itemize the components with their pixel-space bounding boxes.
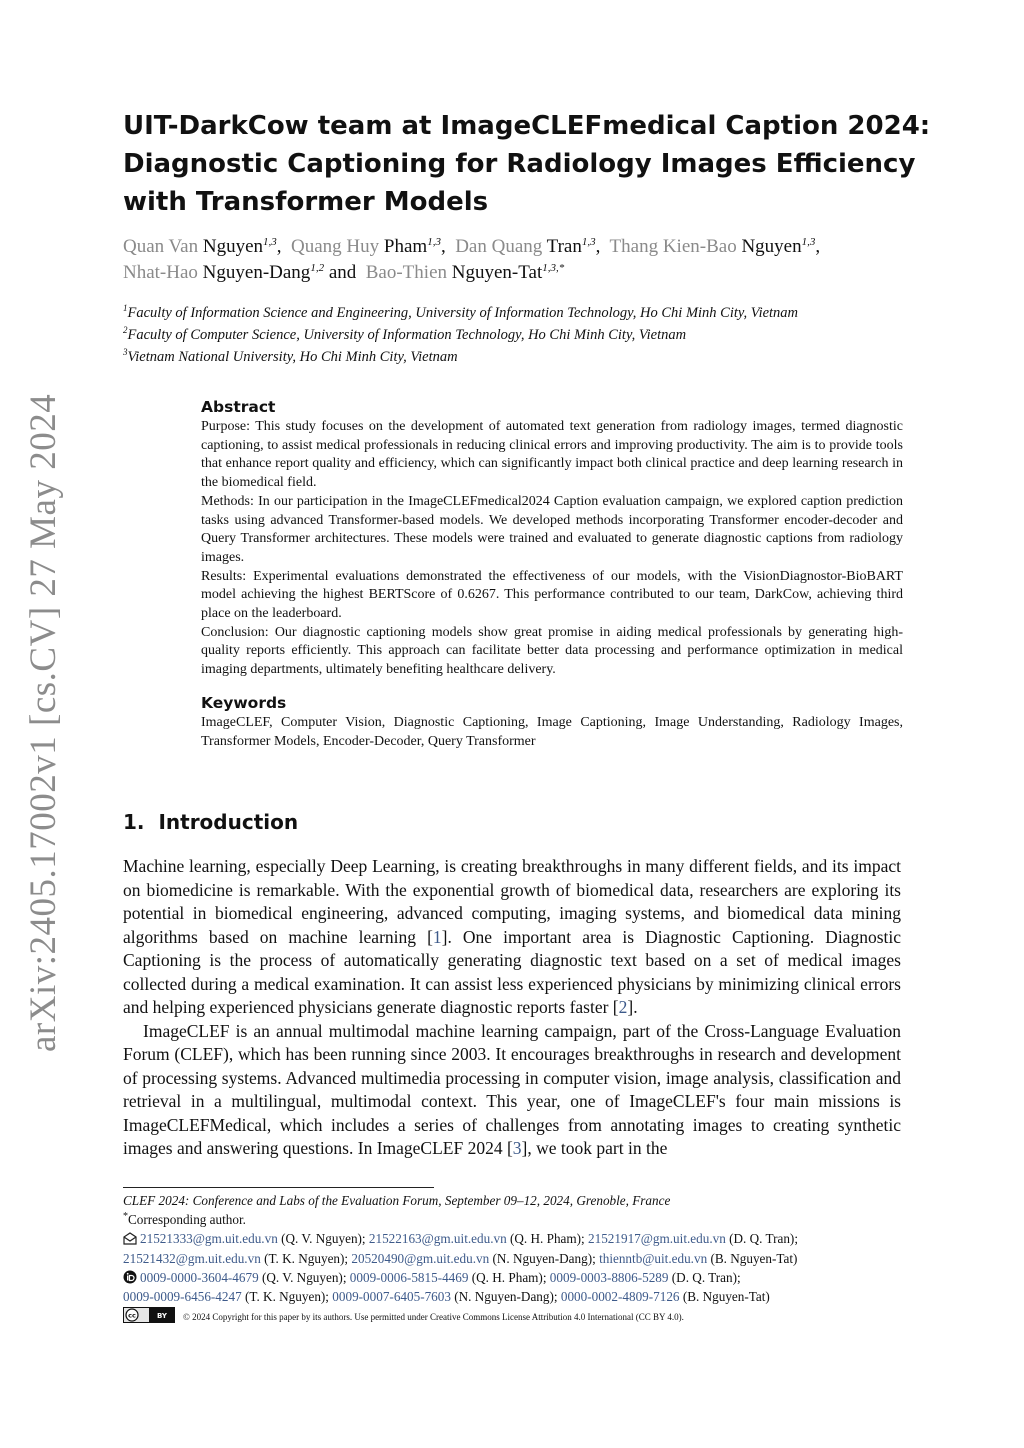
orcid-line: 0009-0000-3604-4679 (Q. V. Nguyen); 0009-0006-5815-4469 (Q. H. Pham); 0009-0003-8806-5289 (D. Q. Tran); — [123, 1268, 913, 1287]
affiliation: $^3$Vietnam National University, Ho Chi Minh City, Vietnam — [123, 347, 458, 365]
paper-title — [123, 107, 931, 221]
email-link[interactable]: thienntb@uit.edu.vn — [599, 1250, 708, 1266]
orcid-link[interactable]: 0009-0009-6456-4247 — [123, 1289, 242, 1305]
abstract-heading: Abstract — [201, 398, 276, 416]
abstract — [201, 396, 903, 680]
orcid-link[interactable]: 0000-0002-4809-7126 — [560, 1289, 680, 1305]
section-number: 1. — [123, 810, 145, 834]
author: Bao-Thien Nguyen-Tat$^{1,3,*}$ — [365, 262, 565, 283]
section-heading — [123, 810, 298, 834]
svg-text:cc: cc — [128, 1311, 136, 1320]
email-link[interactable]: 20520490@gm.uit.edu.vn — [351, 1250, 490, 1266]
copyright-text: © 2024 Copyright for this paper by its authors. Use permitted under Creative Commons License Attribution 4.0 International (CC BY 4.0). — [183, 1312, 684, 1323]
author: Dan Quang Tran$^{1,3}$, — [455, 236, 601, 257]
orcid-line: 0009-0009-6456-4247 (T. K. Nguyen); 0009-0007-6405-7603 (N. Nguyen-Dang); 0000-0002-4809-7126 (B. Nguyen-Tat) — [123, 1289, 770, 1305]
title-line: with Transformer Models — [123, 187, 489, 217]
footnote-rule — [123, 1187, 434, 1188]
orcid-link[interactable]: 0009-0003-8806-5289 — [549, 1269, 669, 1285]
author: Quan Van Nguyen$^{1,3}$, — [123, 236, 282, 257]
envelope-icon — [123, 1232, 137, 1245]
keywords-heading: Keywords — [201, 694, 287, 712]
email-link[interactable]: 21521917@gm.uit.edu.vn — [588, 1231, 726, 1247]
author: Quang Huy Pham$^{1,3}$, — [291, 236, 446, 257]
intro-body — [123, 855, 901, 1161]
keywords-text: ImageCLEF, Computer Vision, Diagnostic Captioning, Image Captioning, Image Understanding, Radiology Images, Transformer Models, Encoder-Decoder, Query Transformer — [201, 715, 903, 749]
orcid-link[interactable]: 0009-0007-6405-7603 — [332, 1289, 451, 1305]
conference-note: CLEF 2024: Conference and Labs of the Evaluation Forum, September 09–12, 2024, Grenoble, France — [123, 1193, 671, 1208]
author: Thang Kien-Bao Nguyen$^{1,3}$, — [609, 236, 821, 257]
abstract-purpose: Purpose: This study focuses on the development of automated text generation from radiology images, termed diagnostic captioning, to assist medical professionals in reducing clinical errors and improving productivity. The aim is to provide tools that enhance report quality and efficiency, which can significantly impact both clinical practice and deep learning research in the biomedical field. — [201, 419, 903, 491]
section-title: Introduction — [158, 810, 299, 834]
email-link[interactable]: 21522163@gm.uit.edu.vn — [368, 1231, 507, 1247]
email-line: 21521333@gm.uit.edu.vn (Q. V. Nguyen); 21522163@gm.uit.edu.vn (Q. H. Pham); 21521917@gm.uit.edu.vn (D. Q. Tran); — [123, 1229, 913, 1248]
paragraph: ImageCLEF is an annual multimodal machine learning campaign, part of the Cross-Language Evaluation Forum (CLEF), which has been running since 2003. It encourages breakthroughs in research and development of processing systems. Advanced multimedia processing in computer vision, image analysis, classification and retrieval in a multilingual, multimodal context. This year, one of ImageCLEF's four main missions is ImageCLEFMedical, which includes a series of challenges from annotating images to creating synthetic images and answering questions. In ImageCLEF 2024 [3], we took part in the — [123, 1020, 901, 1158]
abstract-methods: Methods: In our participation in the ImageCLEFmedical2024 Caption evaluation campaign, we explored caption prediction tasks using advanced Transformer-based models. We developed methods incorporating Transformer encoder-decoder and Query Transformer architectures. These models were trained and evaluated to generate diagnostic captions from radiology images. — [201, 493, 903, 565]
author-list — [123, 234, 913, 286]
affiliation: $^2$Faculty of Computer Science, University of Information Technology, Ho Chi Minh City, Vietnam — [123, 325, 687, 343]
footnotes — [123, 1191, 913, 1327]
affiliation: $^1$Faculty of Information Science and Engineering, University of Information Technology, Ho Chi Minh City, Vietnam — [123, 303, 799, 321]
paragraph: Machine learning, especially Deep Learning, is creating breakthroughs in many different fields, and its impact on biomedicine is remarkable. With the exponential growth of biomedical data, researchers are exploring its potential in biomedical engineering, advanced computing, imaging systems, and biomedical data mining algorithms based on machine learning [1]. One important area is Diagnostic Captioning. Diagnostic Captioning is the process of automatically generating diagnostic text based on a set of medical images collected during a medical examination. It can assist less experienced physicians by minimizing clinical errors and helping experienced physicians generate diagnostic reports faster [2]. — [123, 856, 902, 1017]
orcid-link[interactable]: 0009-0006-5815-4469 — [349, 1269, 469, 1285]
title-line: Diagnostic Captioning for Radiology Images Efficiency — [123, 149, 916, 179]
cc-badge-label: BY — [156, 1312, 168, 1321]
author: Nhat-Hao Nguyen-Dang$^{1,2}$ and — [123, 262, 357, 283]
abstract-conclusion: Conclusion: Our diagnostic captioning models show great promise in aiding medical professionals by generating high-quality reports efficiently. This approach can facilitate better data processing and performance optimization in medical imaging departments, ultimately benefiting healthcare delivery. — [201, 624, 903, 678]
affiliations — [123, 302, 923, 368]
abstract-results: Results: Experimental evaluations demonstrated the effectiveness of our models, with the VisionDiagnostor-BioBART model achieving the highest BERTScore of 0.6267. This performance contributed to our team, DarkCow, achieving third place on the leaderboard. — [201, 568, 903, 622]
email-link[interactable]: 21521432@gm.uit.edu.vn — [123, 1250, 261, 1266]
email-link[interactable]: 21521333@gm.uit.edu.vn — [140, 1231, 278, 1247]
orcid-icon — [123, 1270, 137, 1284]
copyright-line — [123, 1306, 913, 1327]
citation-link[interactable]: 2 — [618, 997, 628, 1017]
orcid-link[interactable]: 0009-0000-3604-4679 — [140, 1269, 259, 1285]
email-line: 21521432@gm.uit.edu.vn (T. K. Nguyen); 20520490@gm.uit.edu.vn (N. Nguyen-Dang); thienntb@uit.edu.vn (B. Nguyen-Tat) — [123, 1250, 798, 1266]
keywords — [201, 692, 903, 751]
arxiv-stamp: arXiv:2405.17002v1 [cs.CV] 27 May 2024 — [23, 393, 64, 1052]
citation-link[interactable]: 3 — [512, 1138, 522, 1158]
corresponding-note: *Corresponding author. — [123, 1211, 246, 1228]
title-line: UIT-DarkCow team at ImageCLEFmedical Caption 2024: — [123, 111, 931, 141]
citation-link[interactable]: 1 — [432, 926, 442, 947]
cc-by-badge-icon — [123, 1307, 175, 1323]
